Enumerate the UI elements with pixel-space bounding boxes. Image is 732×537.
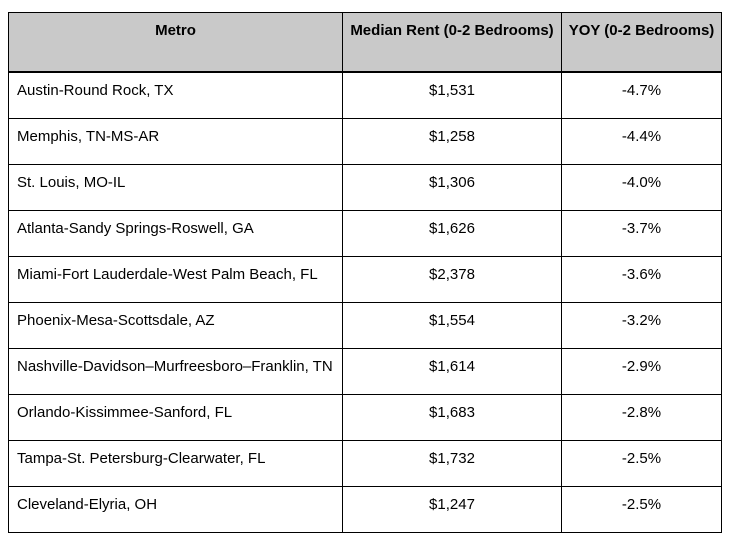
metro-rent-table: [8, 12, 722, 533]
table-row: [9, 165, 722, 211]
column-header-median-rent: Median Rent (0-2 Bedrooms): [343, 13, 562, 73]
table-row: [9, 119, 722, 165]
median-rent-cell: $1,683: [343, 395, 562, 441]
yoy-cell: -2.8%: [562, 395, 722, 441]
median-rent-cell: $1,531: [343, 72, 562, 119]
median-rent-cell: $1,732: [343, 441, 562, 487]
metro-cell: Memphis, TN-MS-AR: [9, 119, 343, 165]
table-row: [9, 487, 722, 533]
yoy-cell: -4.4%: [562, 119, 722, 165]
table-row: [9, 72, 722, 119]
metro-cell: St. Louis, MO-IL: [9, 165, 343, 211]
median-rent-cell: $1,626: [343, 211, 562, 257]
table-row: [9, 257, 722, 303]
table-row: [9, 211, 722, 257]
yoy-cell: -2.5%: [562, 441, 722, 487]
column-header-metro: Metro: [9, 13, 343, 73]
median-rent-cell: $1,247: [343, 487, 562, 533]
table-row: [9, 395, 722, 441]
yoy-cell: -3.2%: [562, 303, 722, 349]
metro-cell: Atlanta-Sandy Springs-Roswell, GA: [9, 211, 343, 257]
metro-cell: Orlando-Kissimmee-Sanford, FL: [9, 395, 343, 441]
metro-cell: Austin-Round Rock, TX: [9, 72, 343, 119]
table-row: [9, 303, 722, 349]
metro-cell: Tampa-St. Petersburg-Clearwater, FL: [9, 441, 343, 487]
median-rent-cell: $1,554: [343, 303, 562, 349]
table-row: [9, 441, 722, 487]
metro-cell: Nashville-Davidson–Murfreesboro–Franklin, TN: [9, 349, 343, 395]
table-row: [9, 349, 722, 395]
median-rent-cell: $1,614: [343, 349, 562, 395]
metro-cell: Phoenix-Mesa-Scottsdale, AZ: [9, 303, 343, 349]
yoy-cell: -3.6%: [562, 257, 722, 303]
table-header-row: [9, 13, 722, 73]
median-rent-cell: $1,258: [343, 119, 562, 165]
yoy-cell: -4.0%: [562, 165, 722, 211]
yoy-cell: -4.7%: [562, 72, 722, 119]
metro-cell: Miami-Fort Lauderdale-West Palm Beach, FL: [9, 257, 343, 303]
yoy-cell: -2.5%: [562, 487, 722, 533]
metro-cell: Cleveland-Elyria, OH: [9, 487, 343, 533]
median-rent-cell: $2,378: [343, 257, 562, 303]
yoy-cell: -2.9%: [562, 349, 722, 395]
yoy-cell: -3.7%: [562, 211, 722, 257]
column-header-yoy: YOY (0-2 Bedrooms): [562, 13, 722, 73]
median-rent-cell: $1,306: [343, 165, 562, 211]
